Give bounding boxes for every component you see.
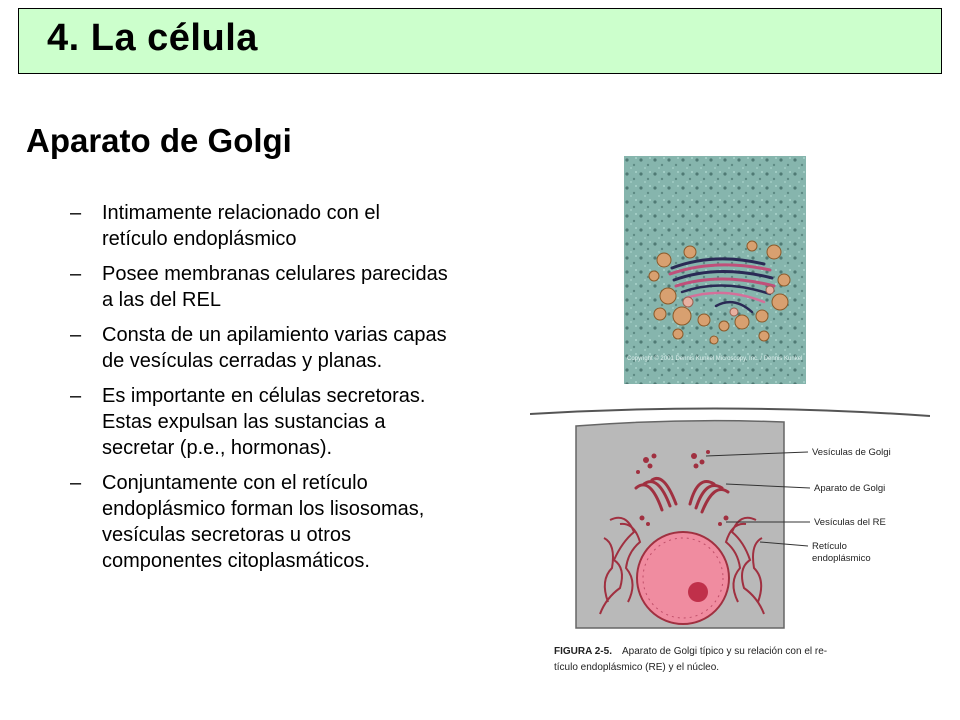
bullet-dash: – [70,385,82,407]
list-item [70,261,450,313]
bullet-text: Conjuntamente con el retículo endoplásmico forman los lisosomas, vesículas secretoras u otros componentes citoplasmáticos. [102,472,425,572]
label-golgi-apparatus: Aparato de Golgi [814,483,886,494]
title-bar [18,8,942,74]
slide-title: 4. La célula [47,17,258,59]
golgi-micrograph-image [624,156,806,384]
caption-line-1: Aparato de Golgi típico y su relación con el re- [622,646,828,657]
bullet-dash: – [70,324,82,346]
label-golgi-vesicles: Vesículas de Golgi [812,447,891,458]
micrograph-copyright: Copyright © 2001 Dennis Kunkel Microscopy, Inc. / Dennis Kunkel [627,356,803,362]
label-re-vesicles: Vesículas del RE [814,517,886,528]
bullet-text: Es importante en células secretoras. Estas expulsan las sustancias a secretar (p.e., hormonas). [102,385,426,459]
bullet-text: Posee membranas celulares parecidas a las del REL [102,263,448,311]
label-reticulum-2: endoplásmico [812,553,871,564]
bullet-dash: – [70,202,82,224]
caption-figure-number: FIGURA 2-5. [554,646,612,657]
list-item [70,322,450,374]
list-item [70,470,450,574]
bullet-text: Consta de un apilamiento varias capas de vesículas cerradas y planas. [102,324,447,372]
bullet-list [70,200,450,583]
caption-line-2: tículo endoplásmico (RE) y el núcleo. [554,662,720,673]
bullet-dash: – [70,263,82,285]
bullet-dash: – [70,472,82,494]
list-item [70,383,450,461]
label-reticulum-1: Retículo [812,541,847,552]
list-item [70,200,450,252]
bullet-text: Intimamente relacionado con el retículo endoplásmico [102,202,380,250]
golgi-diagram-image [530,392,930,696]
section-heading: Aparato de Golgi [26,122,292,159]
